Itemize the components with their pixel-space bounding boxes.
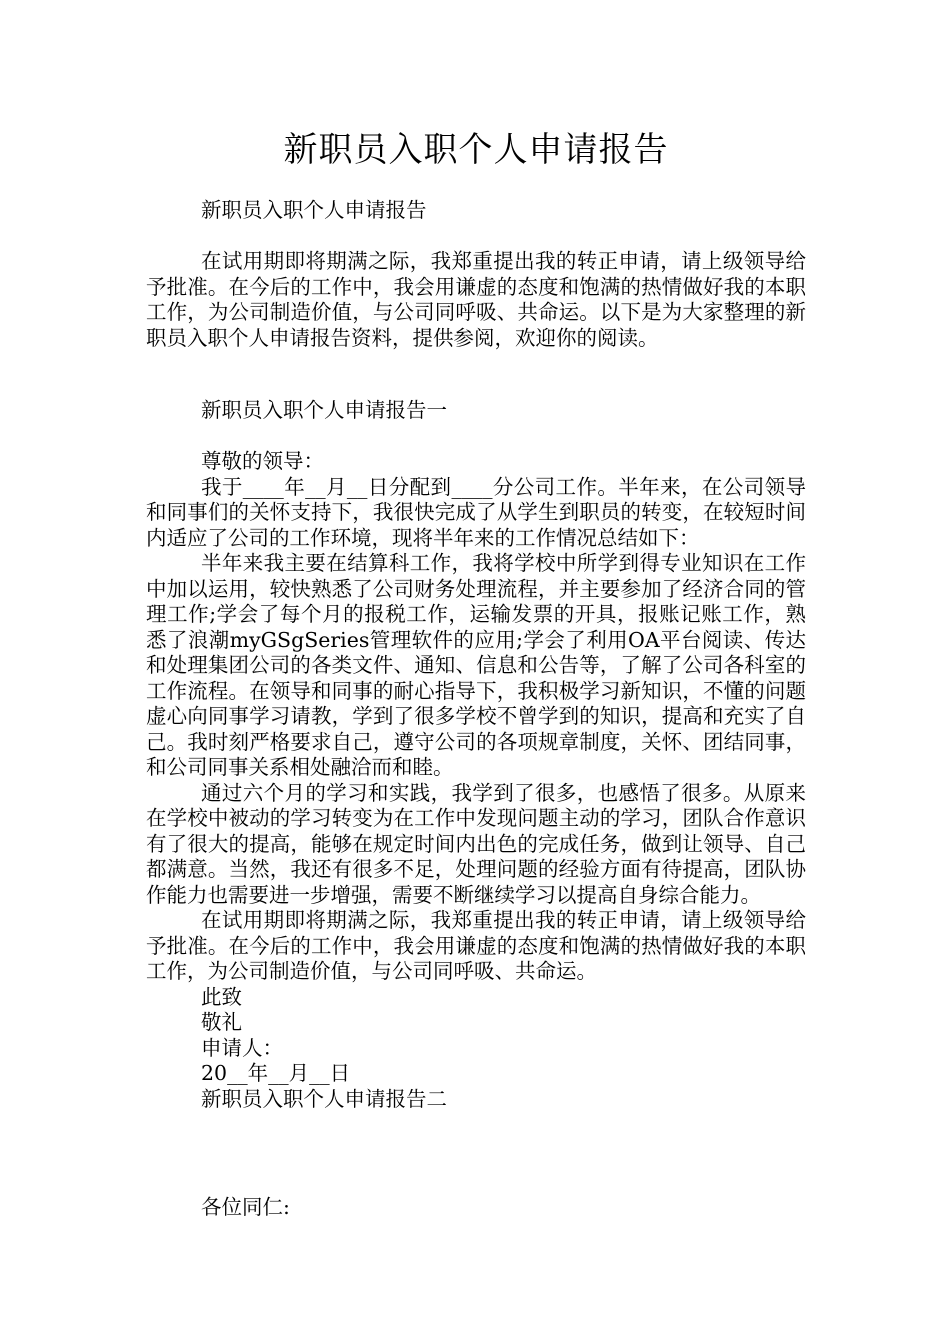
salutation-1: 尊敬的领导： [201, 449, 324, 473]
intro-block [146, 249, 806, 351]
salutation2-block [146, 1195, 806, 1221]
applicant-line: 申请人： [201, 1035, 283, 1060]
body-paragraph-2: 半年来我主要在结算科工作，我将学校中所学到得专业知识在工作中加以运用，较快熟悉了公司财务处理流程，并主要参加了经济合同的管理工作;学会了每个月的报税工作，运输发票的开具，报账记账工作，熟悉了浪潮myGSgSeries管理软件的应用;学会了利用OA平台阅读、传达和处理集团公司的各类文件、通知、信息和公告等，了解了公司各科室的工作流程。在领导和同事的耐心指导下，我积极学习新知识，不懂的问题虚心向同事学习请教，学到了很多学校不曾学到的知识，提高和充实了自己。我时刻严格要求自己，遵守公司的各项规章制度，关怀、团结同事，和公司同事关系相处融洽而和睦。 [146, 551, 806, 779]
document-subtitle: 新职员入职个人申请报告 [201, 198, 427, 222]
section1-heading-block [146, 398, 806, 424]
document-title: 新职员入职个人申请报告 [283, 130, 669, 170]
date-line: 20__年__月__日 [201, 1061, 351, 1085]
closing-line-1: 此致 [201, 984, 242, 1009]
letter1-body [146, 449, 806, 1112]
body-paragraph-1: 我于____年__月__日分配到____分公司工作。半年来，在公司领导和同事们的关怀支持下，我很快完成了从学生到职员的转变，在较短时间内适应了公司的工作环境，现将半年来的工作情况总结如下： [146, 474, 806, 550]
section1-heading: 新职员入职个人申请报告一 [201, 398, 447, 422]
closing-line-2: 敬礼 [201, 1010, 242, 1034]
salutation-2: 各位同仁: [201, 1195, 290, 1219]
body-paragraph-4: 在试用期即将期满之际，我郑重提出我的转正申请，请上级领导给予批准。在今后的工作中，我会用谦虚的态度和饱满的热情做好我的本职工作，为公司制造价值，与公司同呼吸、共命运。 [146, 908, 806, 983]
body-paragraph-3: 通过六个月的学习和实践，我学到了很多，也感悟了很多。从原来在学校中被动的学习转变为在工作中发现问题主动的学习，团队合作意识有了很大的提高，能够在规定时间内出色的完成任务，做到让领导、自己都满意。当然，我还有很多不足，处理问题的经验方面有待提高，团队协作能力也需要进一步增强，需要不断继续学习以提高自身综合能力。 [146, 780, 806, 907]
subtitle-block [146, 198, 806, 224]
intro-paragraph: 在试用期即将期满之际，我郑重提出我的转正申请，请上级领导给予批准。在今后的工作中，我会用谦虚的态度和饱满的热情做好我的本职工作，为公司制造价值，与公司同呼吸、共命运。以下是为大家整理的新职员入职个人申请报告资料，提供参阅，欢迎你的阅读。 [146, 249, 806, 350]
section2-heading: 新职员入职个人申请报告二 [201, 1086, 447, 1111]
